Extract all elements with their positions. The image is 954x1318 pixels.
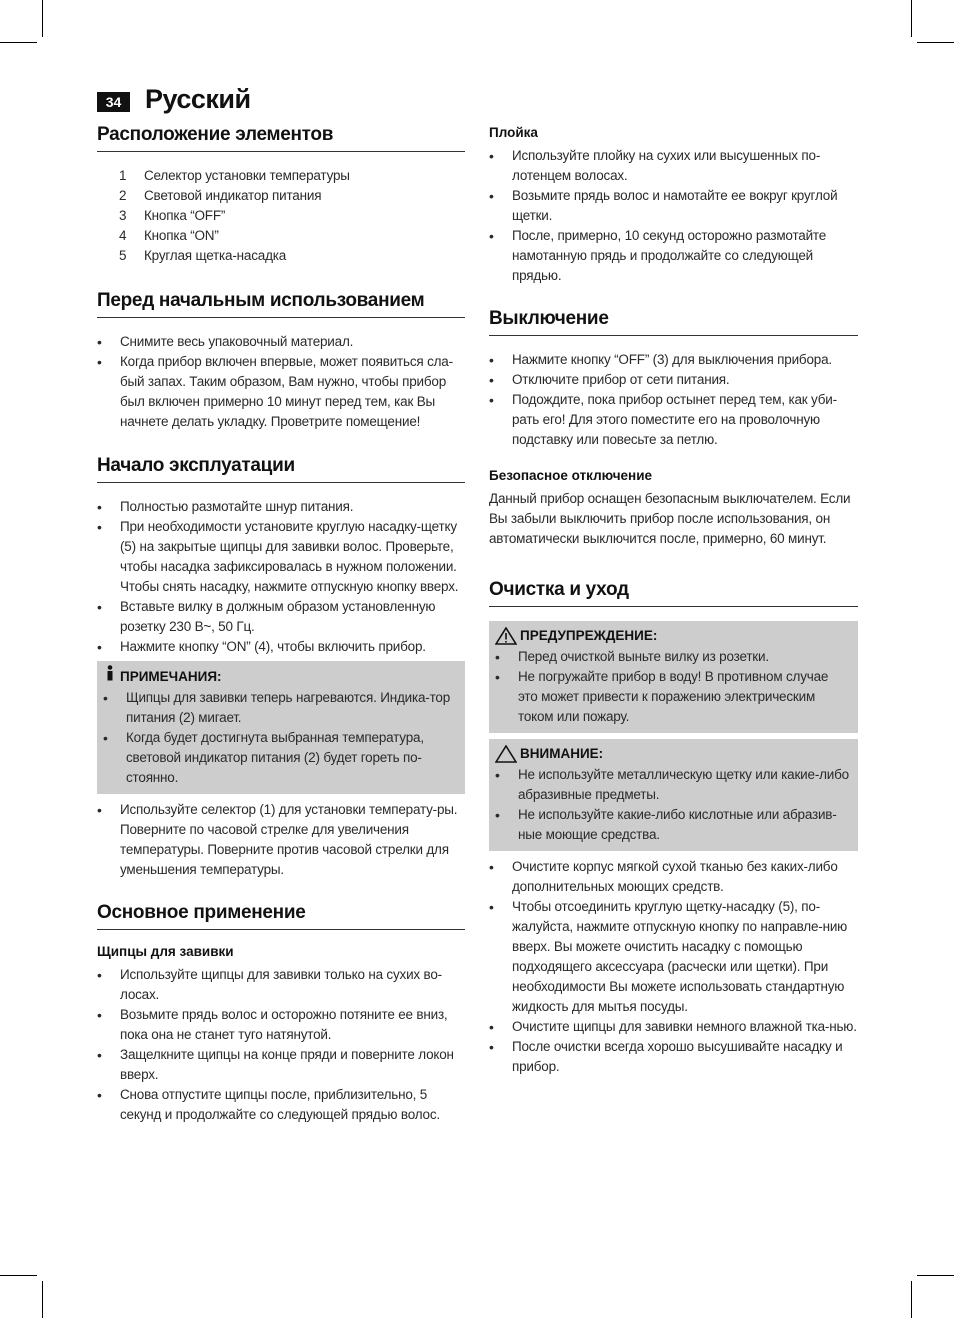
list-item: • Не погружайте прибор в воду! В противном случае это может привести к поражению электрическим током или пожару. bbox=[495, 667, 850, 727]
list-item: • Возьмите прядь волос и осторожно потяните ее вниз, пока она не станет туго натянутой. bbox=[97, 1005, 465, 1045]
list-item: • Когда будет достигнута выбранная температура, световой индикатор питания (2) будет гореть по-стоянно. bbox=[103, 728, 457, 788]
crop-mark bbox=[917, 1275, 954, 1276]
bullet-list bbox=[489, 350, 858, 450]
component-number: 5 bbox=[119, 248, 127, 263]
component-item bbox=[119, 246, 465, 266]
list-item: • Перед очисткой выньте вилку из розетки. bbox=[495, 647, 850, 667]
section-title: Начало эксплуатации bbox=[97, 455, 465, 483]
crop-mark bbox=[42, 0, 43, 37]
list-item: • Очистите корпус мягкой сухой тканью без каких-либо дополнительных моющих средств. bbox=[489, 857, 858, 897]
list-item: • Нажмите кнопку “OFF” (3) для выключения прибора. bbox=[489, 350, 858, 370]
caution-title bbox=[495, 743, 850, 765]
subsection-title: Щипцы для завивки bbox=[97, 944, 234, 959]
section-title: Выключение bbox=[489, 308, 858, 336]
list-item: • Используйте щипцы для завивки только на сухих во-лосах. bbox=[97, 965, 465, 1005]
list-item: • Нажмите кнопку “ON” (4), чтобы включить прибор. bbox=[97, 637, 465, 657]
bullet-list bbox=[489, 857, 858, 1077]
list-item: • Снимите весь упаковочный материал. bbox=[97, 332, 465, 352]
caution-title-text: ВНИМАНИЕ: bbox=[520, 746, 604, 761]
component-item bbox=[119, 166, 465, 186]
component-label: Кнопка “OFF” bbox=[144, 208, 226, 223]
component-number: 3 bbox=[119, 208, 127, 223]
warning-box bbox=[489, 621, 858, 733]
curling-brush-section bbox=[489, 125, 858, 286]
list-item: • Подождите, пока прибор остынет перед тем, как уби-рать его! Для этого поместите его на проволочную подставку или повесьте за петлю. bbox=[489, 390, 858, 450]
list-item: • Не используйте какие-либо кислотные или абразив-ные моющие средства. bbox=[495, 805, 850, 845]
crop-mark bbox=[911, 1281, 912, 1318]
caution-list bbox=[495, 765, 850, 845]
note-title-text: ПРИМЕЧАНИЯ: bbox=[120, 668, 222, 684]
list-item: • Используйте плойку на сухих или высушенных по-лотенцем волосах. bbox=[489, 146, 858, 186]
bullet-list bbox=[97, 800, 465, 880]
left-column bbox=[97, 124, 465, 1151]
list-item: • Не используйте металлическую щетку или какие-либо абразивные предметы. bbox=[495, 765, 850, 805]
list-item: • Чтобы отсоединить круглую щетку-насадку (5), по-жалуйста, нажмите отпускную кнопку по направле-нию вверх. Вы можете очистить насадку с помощью подходящего аксессуара (расчески или щетки). При необходимости Вы можете использовать стандартную жидкость для мытья посуды. bbox=[489, 897, 858, 1017]
list-item: • Вставьте вилку в должным образом установленную розетку 230 В~, 50 Гц. bbox=[97, 597, 465, 637]
section-title: Расположение элементов bbox=[97, 124, 465, 152]
subsection-title: Безопасное отключение bbox=[489, 468, 653, 483]
right-column bbox=[489, 125, 858, 1103]
info-icon bbox=[103, 665, 117, 688]
list-item: • Щипцы для завивки теперь нагреваются. Индика-тор питания (2) мигает. bbox=[103, 688, 457, 728]
list-item: • Полностью размотайте шнур питания. bbox=[97, 497, 465, 517]
section-title: Очистка и уход bbox=[489, 579, 858, 607]
cleaning-section bbox=[489, 579, 858, 1077]
component-number: 1 bbox=[119, 168, 127, 183]
warning-title bbox=[495, 625, 850, 647]
bullet-list bbox=[97, 332, 465, 432]
list-item: • Возьмите прядь волос и намотайте ее вокруг круглой щетки. bbox=[489, 186, 858, 226]
note-box bbox=[97, 661, 465, 794]
component-item bbox=[119, 206, 465, 226]
note-list bbox=[103, 688, 457, 788]
section-title: Основное применение bbox=[97, 902, 465, 930]
list-item: • Очистите щипцы для завивки немного влажной тка-нью. bbox=[489, 1017, 858, 1037]
component-label: Селектор установки температуры bbox=[144, 168, 350, 183]
caution-triangle-icon bbox=[495, 745, 517, 763]
component-number: 4 bbox=[119, 228, 127, 243]
list-item: • Защелкните щипцы на конце пряди и поверните локон вверх. bbox=[97, 1045, 465, 1085]
components-section bbox=[97, 124, 465, 266]
component-label: Круглая щетка-насадка bbox=[144, 248, 287, 263]
subsection-title: Плойка bbox=[489, 125, 538, 140]
component-item bbox=[119, 226, 465, 246]
page-number: 34 bbox=[97, 92, 130, 112]
components-list bbox=[97, 166, 465, 266]
paragraph: Данный прибор оснащен безопасным выключателем. Если Вы забыли выключить прибор после использования, он автоматически выключится после, примерно, 60 минут. bbox=[489, 491, 851, 546]
crop-mark bbox=[917, 42, 954, 43]
warning-title-text: ПРЕДУПРЕЖДЕНИЕ: bbox=[520, 628, 658, 643]
list-item: • Когда прибор включен впервые, может появиться сла-бый запах. Таким образом, Вам нужно, чтобы прибор был включен примерно 10 минут перед тем, как Вы начнете делать укладку. Проветрите помещение! bbox=[97, 352, 465, 432]
crop-mark bbox=[0, 1275, 37, 1276]
bullet-list bbox=[97, 497, 465, 657]
basic-use-section bbox=[97, 902, 465, 1125]
list-item: • После, примерно, 10 секунд осторожно размотайте намотанную прядь и продолжайте со следующей прядью. bbox=[489, 226, 858, 286]
language-title: Русский bbox=[145, 84, 251, 114]
warning-list bbox=[495, 647, 850, 727]
list-item: • Отключите прибор от сети питания. bbox=[489, 370, 858, 390]
before-first-use-section bbox=[97, 290, 465, 432]
list-item: • Используйте селектор (1) для установки температу-ры. Поверните по часовой стрелке для увеличения температуры. Поверните против часовой стрелки для уменьшения температуры. bbox=[97, 800, 465, 880]
bullet-list bbox=[489, 146, 858, 286]
component-number: 2 bbox=[119, 188, 127, 203]
caution-box bbox=[489, 739, 858, 851]
section-title: Перед начальным использованием bbox=[97, 290, 465, 318]
component-label: Световой индикатор питания bbox=[144, 188, 322, 203]
crop-mark bbox=[42, 1281, 43, 1318]
component-item bbox=[119, 186, 465, 206]
note-title bbox=[103, 665, 457, 688]
list-item: • Снова отпустите щипцы после, приблизительно, 5 секунд и продолжайте со следующей прядью волос. bbox=[97, 1085, 465, 1125]
bullet-list bbox=[97, 965, 465, 1125]
list-item: • После очистки всегда хорошо высушивайте насадку и прибор. bbox=[489, 1037, 858, 1077]
warning-triangle-icon bbox=[495, 627, 517, 645]
crop-mark bbox=[911, 0, 912, 37]
list-item: • При необходимости установите круглую насадку-щетку (5) на закрытые щипцы для завивки волос. Проверьте, чтобы насадка зафиксировалась в нужном положении. Чтобы снять насадку, нажмите отпускную кнопку вверх. bbox=[97, 517, 465, 597]
crop-mark bbox=[0, 42, 37, 43]
component-label: Кнопка “ON” bbox=[144, 228, 219, 243]
start-operation-section bbox=[97, 455, 465, 880]
switch-off-section bbox=[489, 308, 858, 549]
